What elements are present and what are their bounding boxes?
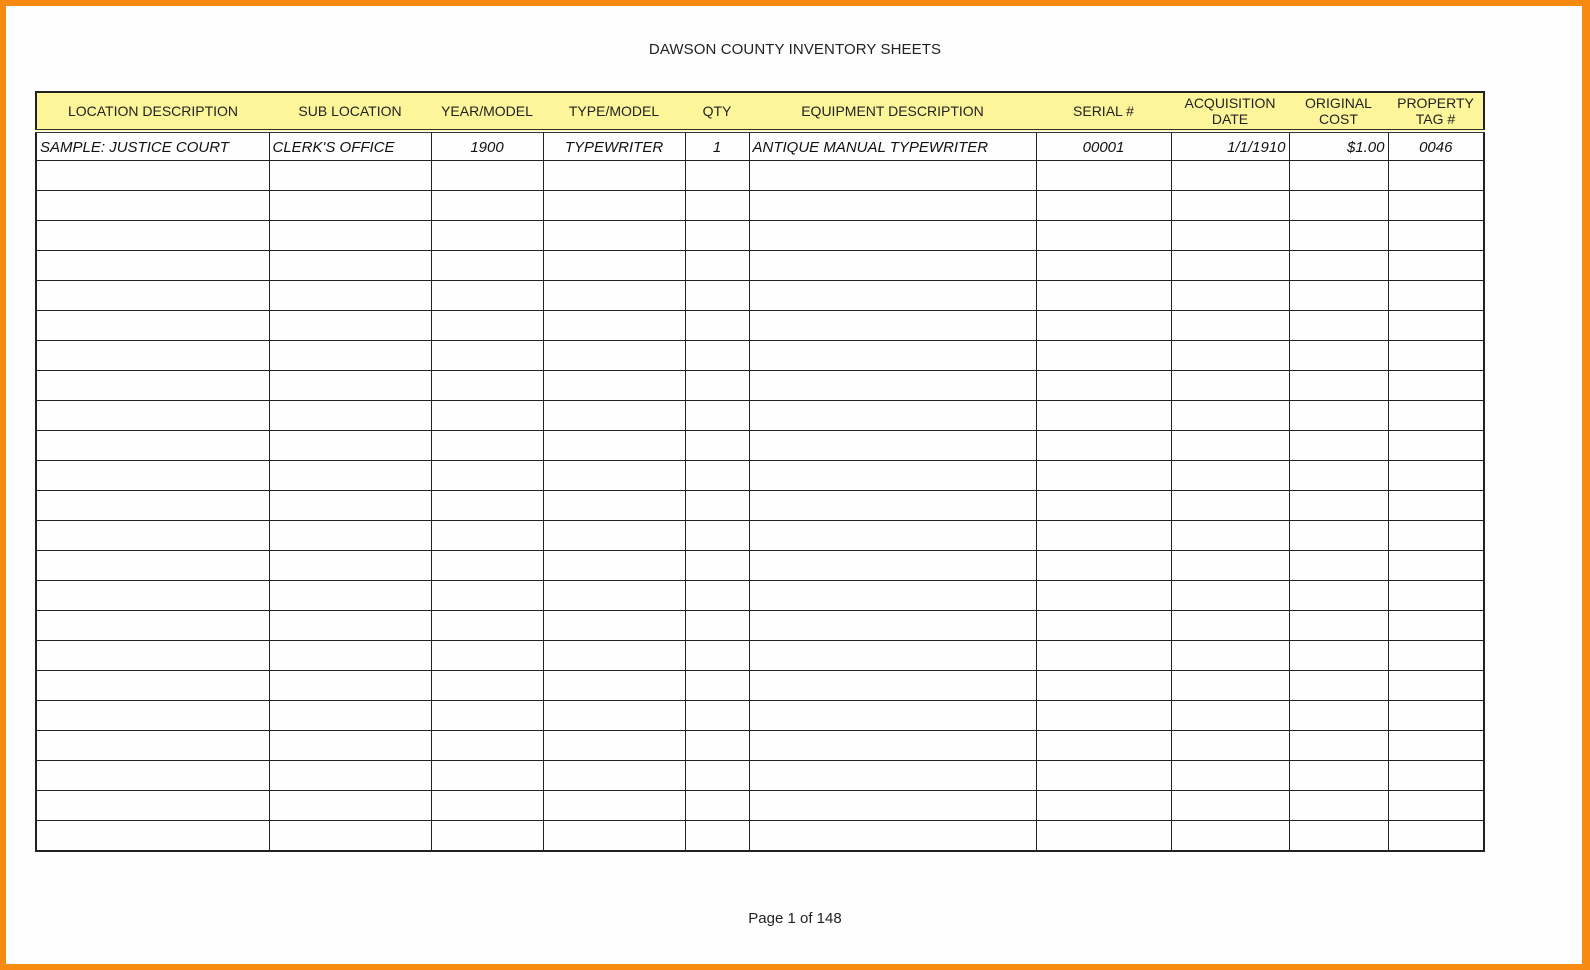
table-row <box>36 611 1484 641</box>
empty-cell[interactable] <box>269 611 431 641</box>
empty-cell[interactable] <box>36 551 269 581</box>
empty-cell[interactable] <box>749 161 1036 191</box>
empty-cell[interactable] <box>1171 371 1289 401</box>
empty-cell[interactable] <box>269 221 431 251</box>
empty-cell[interactable] <box>1171 521 1289 551</box>
empty-cell[interactable] <box>36 671 269 701</box>
empty-cell[interactable] <box>1388 701 1484 731</box>
empty-cell[interactable] <box>431 431 543 461</box>
empty-cell[interactable] <box>1289 551 1388 581</box>
empty-cell[interactable] <box>1388 641 1484 671</box>
table-row <box>36 641 1484 671</box>
empty-cell[interactable] <box>269 341 431 371</box>
empty-cell[interactable] <box>1289 791 1388 821</box>
empty-cell[interactable] <box>36 701 269 731</box>
empty-cell[interactable] <box>269 431 431 461</box>
empty-cell[interactable] <box>36 821 269 852</box>
table-row <box>36 221 1484 251</box>
table-cell[interactable]: 1 <box>685 131 749 161</box>
empty-cell[interactable] <box>1289 761 1388 791</box>
column-header-label: SUB LOCATION <box>298 103 402 119</box>
empty-cell[interactable] <box>431 161 543 191</box>
empty-cell[interactable] <box>431 281 543 311</box>
table-cell[interactable]: 1/1/1910 <box>1171 131 1289 161</box>
empty-cell[interactable] <box>431 551 543 581</box>
empty-cell[interactable] <box>36 281 269 311</box>
empty-cell[interactable] <box>1171 761 1289 791</box>
empty-cell[interactable] <box>1036 251 1171 281</box>
empty-cell[interactable] <box>269 671 431 701</box>
empty-cell[interactable] <box>1388 791 1484 821</box>
table-row <box>36 401 1484 431</box>
empty-cell[interactable] <box>269 251 431 281</box>
empty-cell[interactable] <box>431 671 543 701</box>
column-header <box>1036 92 1171 131</box>
table-row <box>36 791 1484 821</box>
empty-cell[interactable] <box>1036 431 1171 461</box>
column-header-label: TYPE/MODEL <box>568 103 660 119</box>
empty-cell[interactable] <box>1171 431 1289 461</box>
empty-cell[interactable] <box>543 371 685 401</box>
empty-cell[interactable] <box>269 461 431 491</box>
empty-cell[interactable] <box>1388 821 1484 852</box>
empty-cell[interactable] <box>685 581 749 611</box>
table-row <box>36 431 1484 461</box>
empty-cell[interactable] <box>431 251 543 281</box>
empty-cell[interactable] <box>36 791 269 821</box>
empty-cell[interactable] <box>749 461 1036 491</box>
empty-cell[interactable] <box>36 371 269 401</box>
empty-cell[interactable] <box>543 311 685 341</box>
table-row <box>36 821 1484 852</box>
empty-cell[interactable] <box>269 821 431 852</box>
empty-cell[interactable] <box>36 461 269 491</box>
empty-cell[interactable] <box>685 221 749 251</box>
empty-cell[interactable] <box>749 191 1036 221</box>
empty-cell[interactable] <box>36 161 269 191</box>
empty-cell[interactable] <box>685 761 749 791</box>
empty-cell[interactable] <box>36 491 269 521</box>
empty-cell[interactable] <box>543 671 685 701</box>
empty-cell[interactable] <box>543 611 685 641</box>
empty-cell[interactable] <box>1289 371 1388 401</box>
empty-cell[interactable] <box>543 161 685 191</box>
empty-cell[interactable] <box>543 701 685 731</box>
empty-cell[interactable] <box>269 491 431 521</box>
empty-cell[interactable] <box>749 371 1036 401</box>
empty-cell[interactable] <box>269 161 431 191</box>
empty-cell[interactable] <box>36 221 269 251</box>
empty-cell[interactable] <box>36 311 269 341</box>
table-row <box>36 701 1484 731</box>
empty-cell[interactable] <box>1388 731 1484 761</box>
empty-cell[interactable] <box>1289 221 1388 251</box>
empty-cell[interactable] <box>749 551 1036 581</box>
column-header-label: YEAR/MODEL <box>441 103 533 119</box>
empty-cell[interactable] <box>1171 311 1289 341</box>
empty-cell[interactable] <box>1036 551 1171 581</box>
empty-cell[interactable] <box>1289 701 1388 731</box>
empty-cell[interactable] <box>1036 581 1171 611</box>
column-header-label: DATE <box>1211 111 1249 127</box>
empty-cell[interactable] <box>1171 251 1289 281</box>
empty-cell[interactable] <box>1036 461 1171 491</box>
empty-cell[interactable] <box>685 731 749 761</box>
empty-cell[interactable] <box>1036 281 1171 311</box>
empty-cell[interactable] <box>543 731 685 761</box>
column-header <box>749 92 1036 131</box>
column-header-label: TAG # <box>1415 111 1456 127</box>
empty-cell[interactable] <box>543 221 685 251</box>
empty-cell[interactable] <box>1171 221 1289 251</box>
empty-cell[interactable] <box>269 311 431 341</box>
inventory-table <box>35 91 1485 852</box>
document-title: DAWSON COUNTY INVENTORY SHEETS <box>648 41 942 58</box>
header-row <box>36 92 1484 131</box>
empty-cell[interactable] <box>431 611 543 641</box>
empty-cell[interactable] <box>269 701 431 731</box>
empty-cell[interactable] <box>269 551 431 581</box>
empty-cell[interactable] <box>685 431 749 461</box>
empty-cell[interactable] <box>1289 191 1388 221</box>
empty-cell[interactable] <box>1388 431 1484 461</box>
empty-cell[interactable] <box>1289 641 1388 671</box>
empty-cell[interactable] <box>1171 191 1289 221</box>
empty-cell[interactable] <box>431 491 543 521</box>
empty-cell[interactable] <box>543 251 685 281</box>
empty-cell[interactable] <box>749 731 1036 761</box>
sample-row <box>36 131 1484 161</box>
empty-cell[interactable] <box>1388 581 1484 611</box>
column-header-label: QTY <box>702 103 732 119</box>
empty-cell[interactable] <box>269 641 431 671</box>
empty-cell[interactable] <box>543 191 685 221</box>
empty-cell[interactable] <box>685 341 749 371</box>
column-header <box>1289 92 1388 131</box>
empty-cell[interactable] <box>1036 521 1171 551</box>
table-row <box>36 371 1484 401</box>
empty-cell[interactable] <box>1171 581 1289 611</box>
empty-cell[interactable] <box>1171 791 1289 821</box>
empty-cell[interactable] <box>1036 731 1171 761</box>
empty-cell[interactable] <box>431 791 543 821</box>
empty-cell[interactable] <box>1289 401 1388 431</box>
empty-cell[interactable] <box>749 221 1036 251</box>
empty-cell[interactable] <box>543 821 685 852</box>
empty-cell[interactable] <box>269 401 431 431</box>
column-header-label: PROPERTY <box>1397 95 1474 111</box>
empty-cell[interactable] <box>269 281 431 311</box>
column-header <box>269 92 431 131</box>
empty-cell[interactable] <box>1289 491 1388 521</box>
empty-cell[interactable] <box>1289 161 1388 191</box>
empty-cell[interactable] <box>269 581 431 611</box>
empty-cell[interactable] <box>685 161 749 191</box>
table-row <box>36 671 1484 701</box>
table-row <box>36 341 1484 371</box>
page-number: Page 1 of 148 <box>748 910 842 927</box>
empty-cell[interactable] <box>1289 731 1388 761</box>
empty-cell[interactable] <box>1171 731 1289 761</box>
empty-cell[interactable] <box>1388 311 1484 341</box>
empty-cell[interactable] <box>749 431 1036 461</box>
table-row <box>36 461 1484 491</box>
column-header-label: LOCATION DESCRIPTION <box>67 103 239 119</box>
table-cell[interactable]: $1.00 <box>1289 131 1388 161</box>
empty-cell[interactable] <box>1388 551 1484 581</box>
empty-cell[interactable] <box>685 401 749 431</box>
column-header-label: COST <box>1319 111 1358 127</box>
empty-cell[interactable] <box>431 311 543 341</box>
empty-cell[interactable] <box>685 191 749 221</box>
empty-cell[interactable] <box>543 761 685 791</box>
empty-cell[interactable] <box>685 311 749 341</box>
empty-cell[interactable] <box>1388 401 1484 431</box>
empty-cell[interactable] <box>36 761 269 791</box>
empty-cell[interactable] <box>749 791 1036 821</box>
table-cell[interactable]: 1900 <box>431 131 543 161</box>
table-row <box>36 311 1484 341</box>
empty-cell[interactable] <box>543 791 685 821</box>
empty-cell[interactable] <box>1289 311 1388 341</box>
empty-cell[interactable] <box>749 671 1036 701</box>
empty-cell[interactable] <box>431 641 543 671</box>
empty-cell[interactable] <box>36 401 269 431</box>
empty-cell[interactable] <box>431 761 543 791</box>
empty-cell[interactable] <box>269 791 431 821</box>
table-row <box>36 161 1484 191</box>
empty-cell[interactable] <box>749 611 1036 641</box>
empty-cell[interactable] <box>685 371 749 401</box>
empty-cell[interactable] <box>685 821 749 852</box>
empty-cell[interactable] <box>1388 521 1484 551</box>
empty-cell[interactable] <box>36 431 269 461</box>
empty-cell[interactable] <box>1036 311 1171 341</box>
empty-cell[interactable] <box>1036 161 1171 191</box>
column-header-label: SERIAL # <box>1073 103 1134 119</box>
column-header <box>1171 92 1289 131</box>
table-row <box>36 581 1484 611</box>
empty-cell[interactable] <box>543 641 685 671</box>
column-header <box>36 92 269 131</box>
empty-cell[interactable] <box>749 821 1036 852</box>
empty-cell[interactable] <box>1388 761 1484 791</box>
empty-cell[interactable] <box>1036 761 1171 791</box>
column-header-label: ORIGINAL <box>1305 95 1372 111</box>
empty-cell[interactable] <box>36 521 269 551</box>
empty-cell[interactable] <box>1289 281 1388 311</box>
table-cell[interactable]: ANTIQUE MANUAL TYPEWRITER <box>749 131 1036 161</box>
empty-cell[interactable] <box>1388 671 1484 701</box>
empty-cell[interactable] <box>431 581 543 611</box>
empty-cell[interactable] <box>431 401 543 431</box>
empty-cell[interactable] <box>1289 461 1388 491</box>
empty-cell[interactable] <box>1388 461 1484 491</box>
empty-cell[interactable] <box>431 371 543 401</box>
empty-cell[interactable] <box>431 521 543 551</box>
empty-cell[interactable] <box>1036 401 1171 431</box>
empty-cell[interactable] <box>1289 251 1388 281</box>
empty-cell[interactable] <box>1036 191 1171 221</box>
empty-cell[interactable] <box>1388 611 1484 641</box>
table-cell[interactable]: TYPEWRITER <box>543 131 685 161</box>
column-header <box>431 92 543 131</box>
empty-cell[interactable] <box>749 581 1036 611</box>
table-cell[interactable]: 0046 <box>1388 131 1484 161</box>
empty-cell[interactable] <box>1289 671 1388 701</box>
empty-cell[interactable] <box>543 341 685 371</box>
empty-cell[interactable] <box>1171 401 1289 431</box>
table-row <box>36 551 1484 581</box>
empty-cell[interactable] <box>431 341 543 371</box>
empty-cell[interactable] <box>1171 611 1289 641</box>
empty-cell[interactable] <box>749 341 1036 371</box>
empty-cell[interactable] <box>1171 491 1289 521</box>
empty-cell[interactable] <box>685 671 749 701</box>
empty-cell[interactable] <box>1036 701 1171 731</box>
empty-cell[interactable] <box>431 461 543 491</box>
empty-cell[interactable] <box>1171 641 1289 671</box>
empty-cell[interactable] <box>1171 671 1289 701</box>
empty-cell[interactable] <box>685 521 749 551</box>
empty-cell[interactable] <box>1289 521 1388 551</box>
empty-cell[interactable] <box>543 551 685 581</box>
empty-cell[interactable] <box>1171 551 1289 581</box>
empty-cell[interactable] <box>1289 431 1388 461</box>
column-header <box>1388 92 1484 131</box>
empty-cell[interactable] <box>685 701 749 731</box>
empty-cell[interactable] <box>1171 341 1289 371</box>
empty-cell[interactable] <box>543 521 685 551</box>
empty-cell[interactable] <box>36 191 269 221</box>
empty-cell[interactable] <box>749 491 1036 521</box>
column-header <box>685 92 749 131</box>
table-cell[interactable]: SAMPLE: JUSTICE COURT <box>36 131 269 161</box>
table-row <box>36 191 1484 221</box>
empty-cell[interactable] <box>1171 281 1289 311</box>
empty-cell[interactable] <box>1036 221 1171 251</box>
empty-cell[interactable] <box>543 281 685 311</box>
table-row <box>36 731 1484 761</box>
table-row <box>36 251 1484 281</box>
empty-cell[interactable] <box>1036 791 1171 821</box>
table-row <box>36 281 1484 311</box>
empty-cell[interactable] <box>1036 371 1171 401</box>
empty-cell[interactable] <box>685 461 749 491</box>
empty-cell[interactable] <box>749 761 1036 791</box>
empty-cell[interactable] <box>543 461 685 491</box>
column-header-label: EQUIPMENT DESCRIPTION <box>801 103 984 119</box>
empty-cell[interactable] <box>1036 821 1171 852</box>
empty-cell[interactable] <box>1036 671 1171 701</box>
empty-cell[interactable] <box>685 491 749 521</box>
empty-cell[interactable] <box>1289 821 1388 852</box>
empty-cell[interactable] <box>1388 281 1484 311</box>
empty-cell[interactable] <box>1388 191 1484 221</box>
empty-cell[interactable] <box>431 701 543 731</box>
empty-cell[interactable] <box>749 311 1036 341</box>
empty-cell[interactable] <box>749 281 1036 311</box>
empty-cell[interactable] <box>36 341 269 371</box>
empty-cell[interactable] <box>36 611 269 641</box>
empty-cell[interactable] <box>749 521 1036 551</box>
empty-cell[interactable] <box>1388 251 1484 281</box>
empty-cell[interactable] <box>543 581 685 611</box>
empty-cell[interactable] <box>269 521 431 551</box>
empty-cell[interactable] <box>685 791 749 821</box>
empty-cell[interactable] <box>685 641 749 671</box>
empty-cell[interactable] <box>1388 491 1484 521</box>
empty-cell[interactable] <box>36 641 269 671</box>
empty-cell[interactable] <box>543 401 685 431</box>
table-row <box>36 521 1484 551</box>
empty-cell[interactable] <box>1388 161 1484 191</box>
empty-cell[interactable] <box>685 251 749 281</box>
empty-cell[interactable] <box>36 731 269 761</box>
empty-cell[interactable] <box>1171 161 1289 191</box>
empty-cell[interactable] <box>269 191 431 221</box>
empty-cell[interactable] <box>543 491 685 521</box>
empty-cell[interactable] <box>685 551 749 581</box>
column-header <box>543 92 685 131</box>
empty-cell[interactable] <box>543 431 685 461</box>
empty-cell[interactable] <box>1289 341 1388 371</box>
empty-cell[interactable] <box>1388 371 1484 401</box>
empty-cell[interactable] <box>1171 461 1289 491</box>
empty-cell[interactable] <box>1036 641 1171 671</box>
empty-cell[interactable] <box>431 191 543 221</box>
empty-cell[interactable] <box>269 371 431 401</box>
empty-cell[interactable] <box>685 611 749 641</box>
empty-cell[interactable] <box>685 281 749 311</box>
empty-cell[interactable] <box>749 251 1036 281</box>
empty-cell[interactable] <box>1036 491 1171 521</box>
table-row <box>36 491 1484 521</box>
empty-cell[interactable] <box>431 731 543 761</box>
empty-cell[interactable] <box>1388 341 1484 371</box>
empty-cell[interactable] <box>1289 581 1388 611</box>
empty-cell[interactable] <box>749 401 1036 431</box>
empty-cell[interactable] <box>269 761 431 791</box>
empty-cell[interactable] <box>1036 611 1171 641</box>
empty-cell[interactable] <box>431 221 543 251</box>
column-header-label: ACQUISITION <box>1184 95 1276 111</box>
empty-cell[interactable] <box>1171 701 1289 731</box>
empty-cell[interactable] <box>749 701 1036 731</box>
empty-cell[interactable] <box>269 731 431 761</box>
empty-cell[interactable] <box>1289 611 1388 641</box>
table-cell[interactable]: 00001 <box>1036 131 1171 161</box>
table-row <box>36 761 1484 791</box>
empty-cell[interactable] <box>36 251 269 281</box>
empty-cell[interactable] <box>749 641 1036 671</box>
empty-cell[interactable] <box>1036 341 1171 371</box>
empty-cell[interactable] <box>1171 821 1289 852</box>
empty-cell[interactable] <box>36 581 269 611</box>
table-cell[interactable]: CLERK'S OFFICE <box>269 131 431 161</box>
empty-cell[interactable] <box>1388 221 1484 251</box>
empty-cell[interactable] <box>431 821 543 852</box>
